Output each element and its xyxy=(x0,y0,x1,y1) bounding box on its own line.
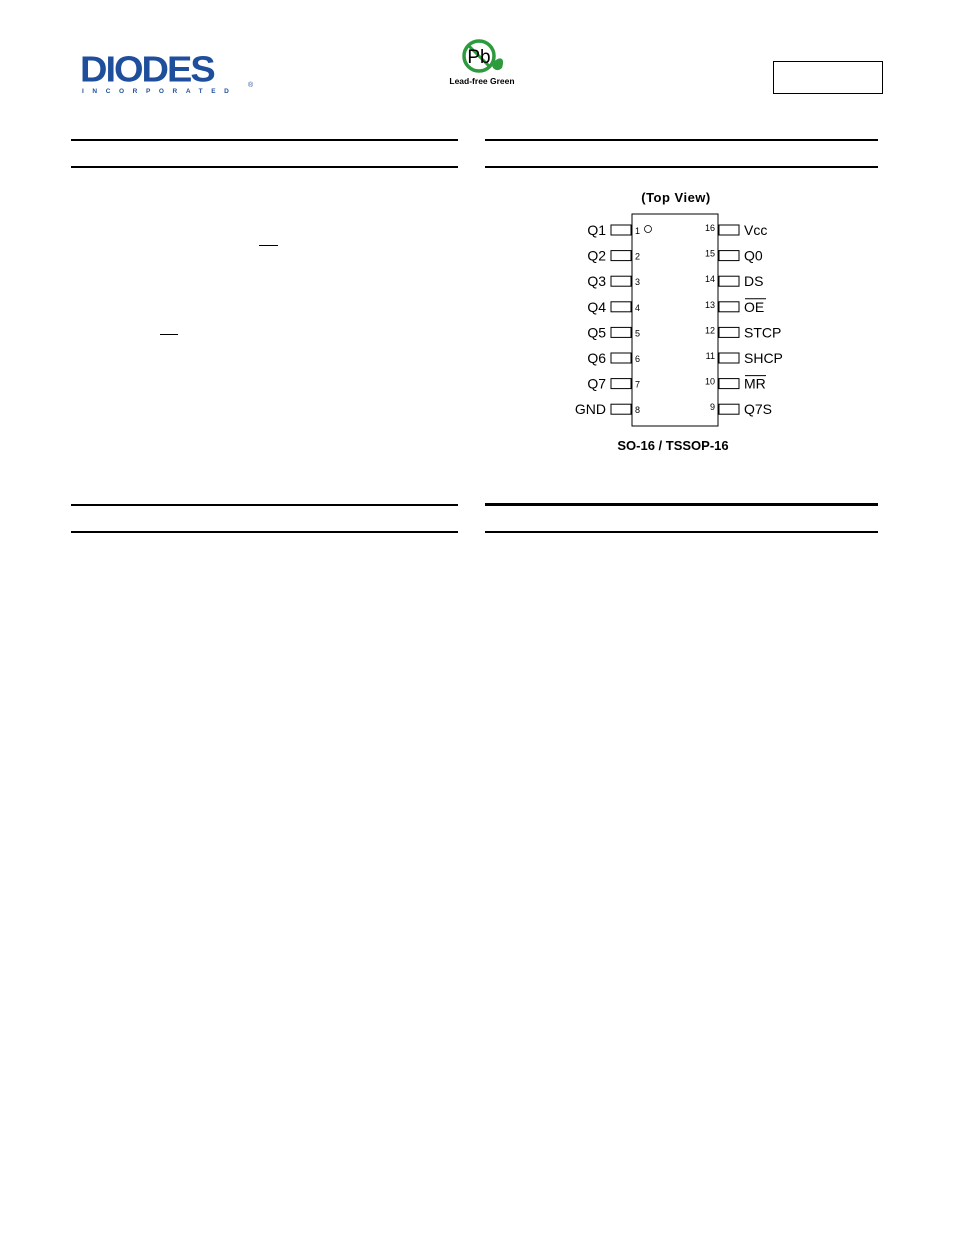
pin-number: 15 xyxy=(704,248,715,259)
pin-name: Q6 xyxy=(587,350,606,366)
pin-lead-left xyxy=(611,251,631,261)
registered-mark: ® xyxy=(248,82,254,89)
pin-name: GND xyxy=(574,401,606,418)
pin-name: Q7 xyxy=(587,375,606,392)
overbar-mark xyxy=(259,245,278,246)
pin-lead-left xyxy=(611,353,631,363)
pin-name: Q0 xyxy=(744,247,763,264)
pb-symbol: Pb xyxy=(467,47,491,68)
pin-name: STCP xyxy=(744,324,782,341)
diodes-logo xyxy=(80,52,255,98)
pin-name: DS xyxy=(744,273,764,290)
section-rule-right-lower-bottom xyxy=(485,531,878,533)
pin-number: 5 xyxy=(635,328,641,339)
section-rule-pinout-top xyxy=(485,139,878,141)
pin-lead-left xyxy=(611,379,631,389)
pin-lead-left xyxy=(611,302,631,312)
pin-lead-right xyxy=(719,251,739,261)
pin-name: Vcc xyxy=(744,222,768,238)
pin-lead-right xyxy=(719,225,739,235)
pin-name: Q3 xyxy=(587,273,606,290)
lead-free-caption: Lead-free Green xyxy=(449,76,515,86)
package-label: SO-16 / TSSOP-16 xyxy=(617,438,729,453)
section-rule-left-lower-top xyxy=(71,504,458,506)
pin-lead-right xyxy=(719,379,739,389)
pin-lead-left xyxy=(611,276,631,286)
pin-name: SHCP xyxy=(744,350,783,366)
pin-lead-left xyxy=(611,404,631,414)
pin-name: Q5 xyxy=(587,324,606,341)
overbar-mark xyxy=(160,334,178,335)
logo-subtext: INCORPORATED xyxy=(82,88,238,95)
pin-lead-left xyxy=(611,225,631,235)
section-rule-right-lower-top xyxy=(485,503,878,506)
ic-package-body xyxy=(632,214,718,426)
pin-lead-right xyxy=(719,327,739,337)
pin-lead-right xyxy=(719,404,739,414)
pin-number: 14 xyxy=(704,274,715,285)
pin-name: Q1 xyxy=(587,222,606,238)
pin-name: MR xyxy=(744,375,766,392)
pin-lead-left xyxy=(611,327,631,337)
section-rule-pinout-bottom xyxy=(485,166,878,168)
part-number-box xyxy=(773,61,883,94)
section-rule-features-top xyxy=(71,139,458,141)
pin-lead-right xyxy=(719,302,739,312)
pin1-marker xyxy=(645,226,652,233)
pinout-svg xyxy=(560,185,830,460)
pin-number: 6 xyxy=(635,354,641,364)
pin-number: 10 xyxy=(704,376,715,387)
pin-number: 2 xyxy=(635,251,641,262)
pb-free-icon xyxy=(446,38,518,78)
pin-number: 4 xyxy=(635,302,641,313)
pin-number: 13 xyxy=(704,299,715,310)
pin-number: 11 xyxy=(705,351,715,361)
pin-configuration-diagram xyxy=(560,185,830,460)
pin-name: Q4 xyxy=(587,298,606,315)
pin-number: 3 xyxy=(635,277,641,288)
pin-number: 8 xyxy=(635,405,641,416)
lead-free-badge xyxy=(446,38,518,86)
pin-number: 12 xyxy=(704,325,715,336)
pin-number: 16 xyxy=(704,223,715,233)
pin-name: Q7S xyxy=(744,401,773,418)
pin-number: 7 xyxy=(635,379,641,390)
pin-number: 1 xyxy=(635,226,641,236)
pin-name: Q2 xyxy=(587,247,606,264)
section-rule-features-bottom xyxy=(71,166,458,168)
pin-number: 9 xyxy=(709,402,715,413)
logo-wordmark: DIODES xyxy=(80,50,214,90)
top-view-label: (Top View) xyxy=(641,190,711,205)
pin-lead-right xyxy=(719,353,739,363)
section-rule-left-lower-bottom xyxy=(71,531,458,533)
pin-name: OE xyxy=(744,298,765,315)
pin-lead-right xyxy=(719,276,739,286)
